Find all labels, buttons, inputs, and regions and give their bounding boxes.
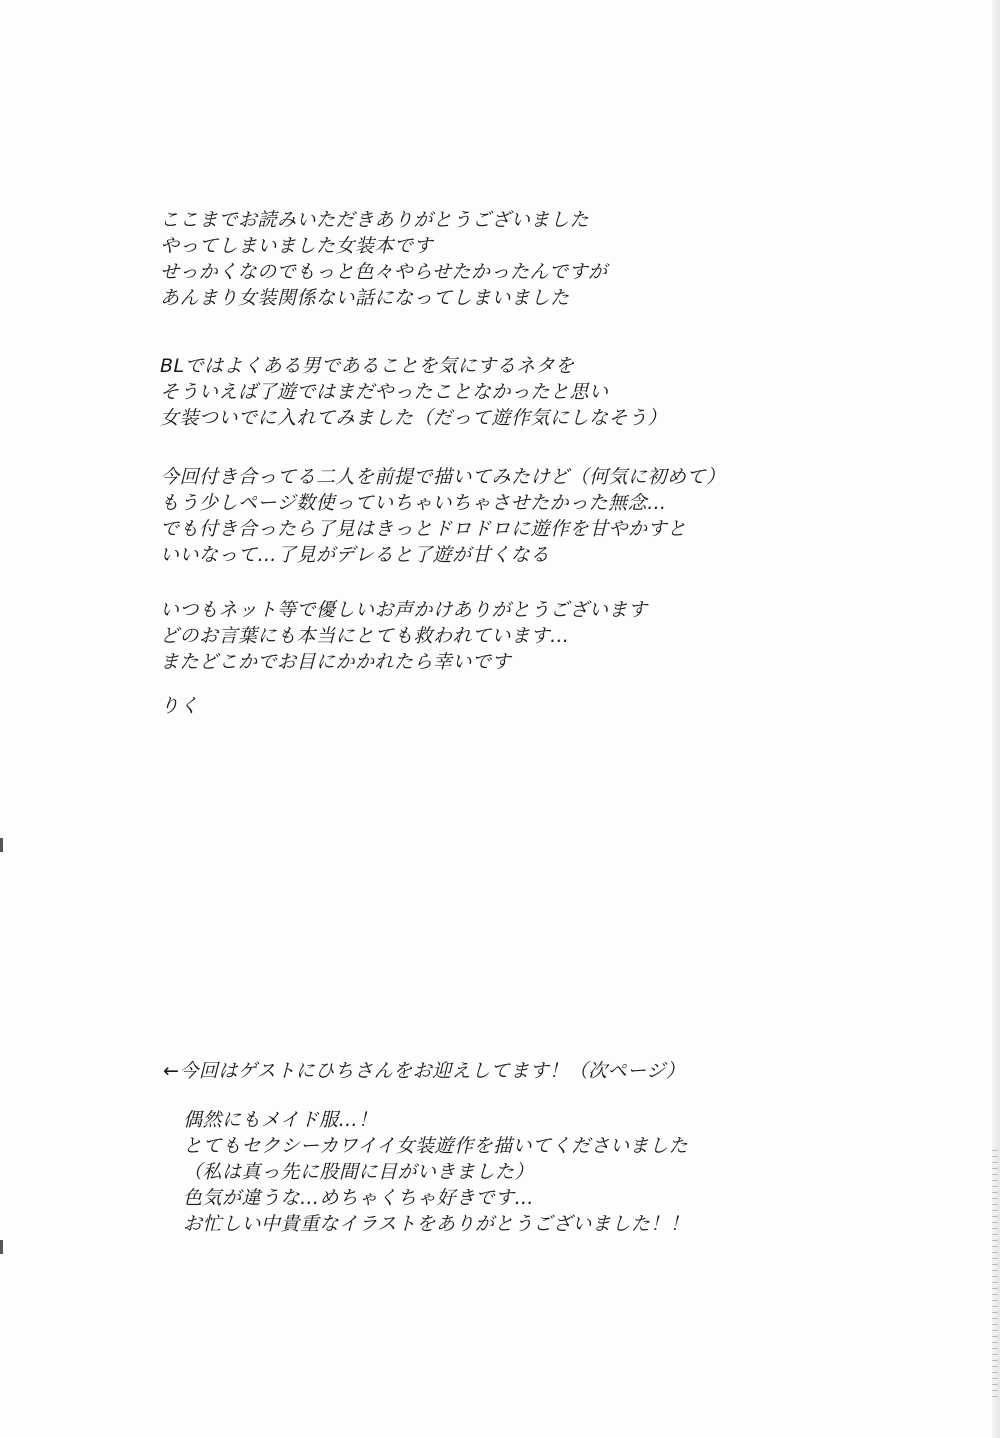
afterword-paragraph-1	[160, 207, 608, 311]
page-edge-ticks	[992, 1150, 998, 1400]
afterword-paragraph-2	[160, 353, 667, 431]
text-line: とてもセクシーカワイイ女装遊作を描いてくださいました	[183, 1135, 689, 1157]
text-line: 女装ついでに入れてみました（だって遊作気にしなそう）	[160, 407, 668, 429]
signature-text: りく	[160, 695, 200, 717]
scan-mark	[0, 1240, 3, 1254]
text-line: どのお言葉にも本当にとても救われています…	[160, 625, 570, 647]
text-line: でも付き合ったら了見はきっとドロドロに遊作を甘やかすと	[160, 518, 687, 540]
text-line: BLではよくある男であることを気にするネタを	[160, 355, 575, 377]
guest-intro	[163, 1058, 685, 1084]
text-line: もう少しページ数使っていちゃいちゃさせたかった無念…	[160, 492, 667, 514]
text-line: いいなって…了見がデレると了遊が甘くなる	[160, 544, 550, 566]
text-line: やってしまいました女装本です	[160, 235, 434, 257]
text-line: 今回付き合ってる二人を前提で描いてみたけど（何気に初めて）	[160, 466, 726, 488]
text-line: せっかくなのでもっと色々やらせたかったんですが	[160, 261, 608, 283]
text-line: お忙しい中貴重なイラストをありがとうございました！！	[183, 1213, 690, 1235]
text-line: あんまり女装関係ない話になってしまいました	[160, 287, 570, 309]
guest-thanks	[183, 1107, 689, 1237]
text-line: 色気が違うな…めちゃくちゃ好きです…	[183, 1187, 535, 1209]
afterword-paragraph-3	[160, 464, 726, 568]
text-line: いつもネット等で優しいお声かけありがとうございます	[160, 599, 648, 621]
afterword-paragraph-4	[160, 597, 648, 675]
text-line: ここまでお読みいただきありがとうございました	[160, 209, 590, 231]
text-line: （私は真っ先に股間に目がいきました）	[183, 1161, 535, 1183]
scan-mark	[0, 838, 3, 852]
guest-intro-text: ←今回はゲストにひちさんをお迎えしてます！（次ページ）	[163, 1060, 686, 1082]
text-line: そういえば了遊ではまだやったことなかったと思い	[160, 381, 609, 403]
text-line: 偶然にもメイド服…！	[183, 1109, 378, 1131]
text-line: またどこかでお目にかかれたら幸いです	[160, 651, 512, 673]
author-signature	[160, 693, 199, 719]
